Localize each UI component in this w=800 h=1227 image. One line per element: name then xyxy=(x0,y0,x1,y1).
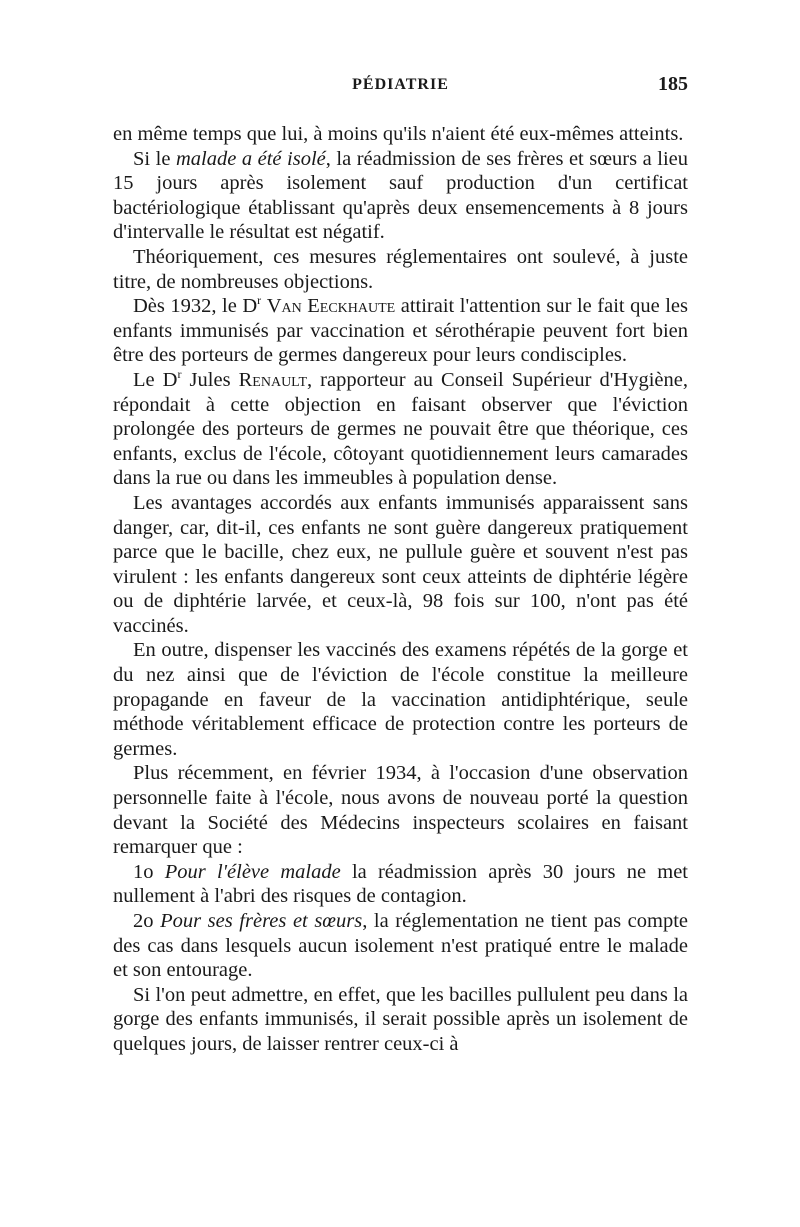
paragraph: Si l'on peut admettre, en effet, que les bacilles pullulent peu dans la gorge des enfants immunisés, il serait possible après un isolement de quelques jours, de laisser rentrer ceux-ci à xyxy=(113,983,688,1055)
running-header xyxy=(113,73,688,104)
text-span: , la réadmission de ses frères et sœurs a lieu 15 jours après isolement sauf production d'un certificat bactériologique établissant qu'après deux ensemencements à 8 jours d'intervalle le résultat est négatif. xyxy=(113,147,688,244)
text-span: , rapporteur au Conseil Supérieur d'Hygiène, répondait à cette objection en faisant observer que l'éviction prolongée des porteurs de germes ne pouvait être que théorique, ces enfants, exclus de l'école, côtoyant quotidiennement leurs camarades dans la rue ou dans les immeubles à population dense. xyxy=(113,368,689,490)
paragraph: Plus récemment, en février 1934, à l'occasion d'une observation personnelle faite à l'école, nous avons de nouveau porté la question devant la Société des Médecins inspecteurs scolaires en faisant remarquer que : xyxy=(113,762,688,859)
author-name: Renault xyxy=(238,368,307,391)
paragraph xyxy=(113,147,688,245)
body-text xyxy=(113,122,688,1057)
text-span: Jules xyxy=(181,368,239,391)
italic-text: Pour ses frères et sœurs xyxy=(160,910,363,932)
text-span: attirait l'attention sur le fait que les enfants immunisés par vaccination et sérothérapie peuvent fort bien être des porteurs de germes dangereux pour leurs condisciples. xyxy=(113,295,689,367)
italic-text: malade a été isolé xyxy=(175,147,326,170)
paragraph: en même temps que lui, à moins qu'ils n'aient été eux-mêmes atteints. xyxy=(113,123,684,145)
paragraph: En outre, dispenser les vaccinés des examens répétés de la gorge et du nez ainsi que de l'éviction de l'école constitue la meilleure propagande en faveur de la vaccination antidiphtérique, seule méthode véritablement efficace de protection contre les porteurs de germes. xyxy=(113,639,688,760)
paragraph xyxy=(113,294,688,368)
italic-text: Pour l'élève malade xyxy=(164,860,341,883)
page-number: 185 xyxy=(658,73,688,95)
list-item xyxy=(113,909,688,983)
paragraph: Théoriquement, ces mesures réglementaires ont soulevé, à juste titre, de nombreuses objections. xyxy=(113,245,688,293)
list-number: 1o xyxy=(133,860,165,883)
superscript: r xyxy=(177,367,182,382)
author-name: Van Eeckhaute xyxy=(266,295,396,318)
text-span: , la réglementation ne tient pas compte des cas dans lesquels aucun isolement n'est pratiqué entre le malade et son entourage. xyxy=(113,910,689,982)
list-number: 2o xyxy=(133,910,161,932)
text-span: la réadmission après 30 jours ne met nullement à l'abri des risques de contagion. xyxy=(113,860,689,908)
list-item xyxy=(113,860,688,909)
text-span: Si le xyxy=(133,147,176,170)
text-span: Le D xyxy=(133,368,178,391)
paragraph: Les avantages accordés aux enfants immunisés apparaissent sans danger, car, dit-il, ces enfants ne sont guère dangereux pratiquement parce que le bacille, chez eux, ne pullule guère et souvent n'est pas virulent : les enfants dangereux sont ceux atteints de diphtérie légère ou de diphtérie larvée, et ceux-là, 98 fois sur 100, n'ont pas été vaccinés. xyxy=(113,491,688,637)
superscript: r xyxy=(257,293,262,308)
running-title: PÉDIATRIE xyxy=(352,76,449,93)
paragraph xyxy=(113,368,688,491)
text-span: Dès 1932, le D xyxy=(133,295,258,318)
